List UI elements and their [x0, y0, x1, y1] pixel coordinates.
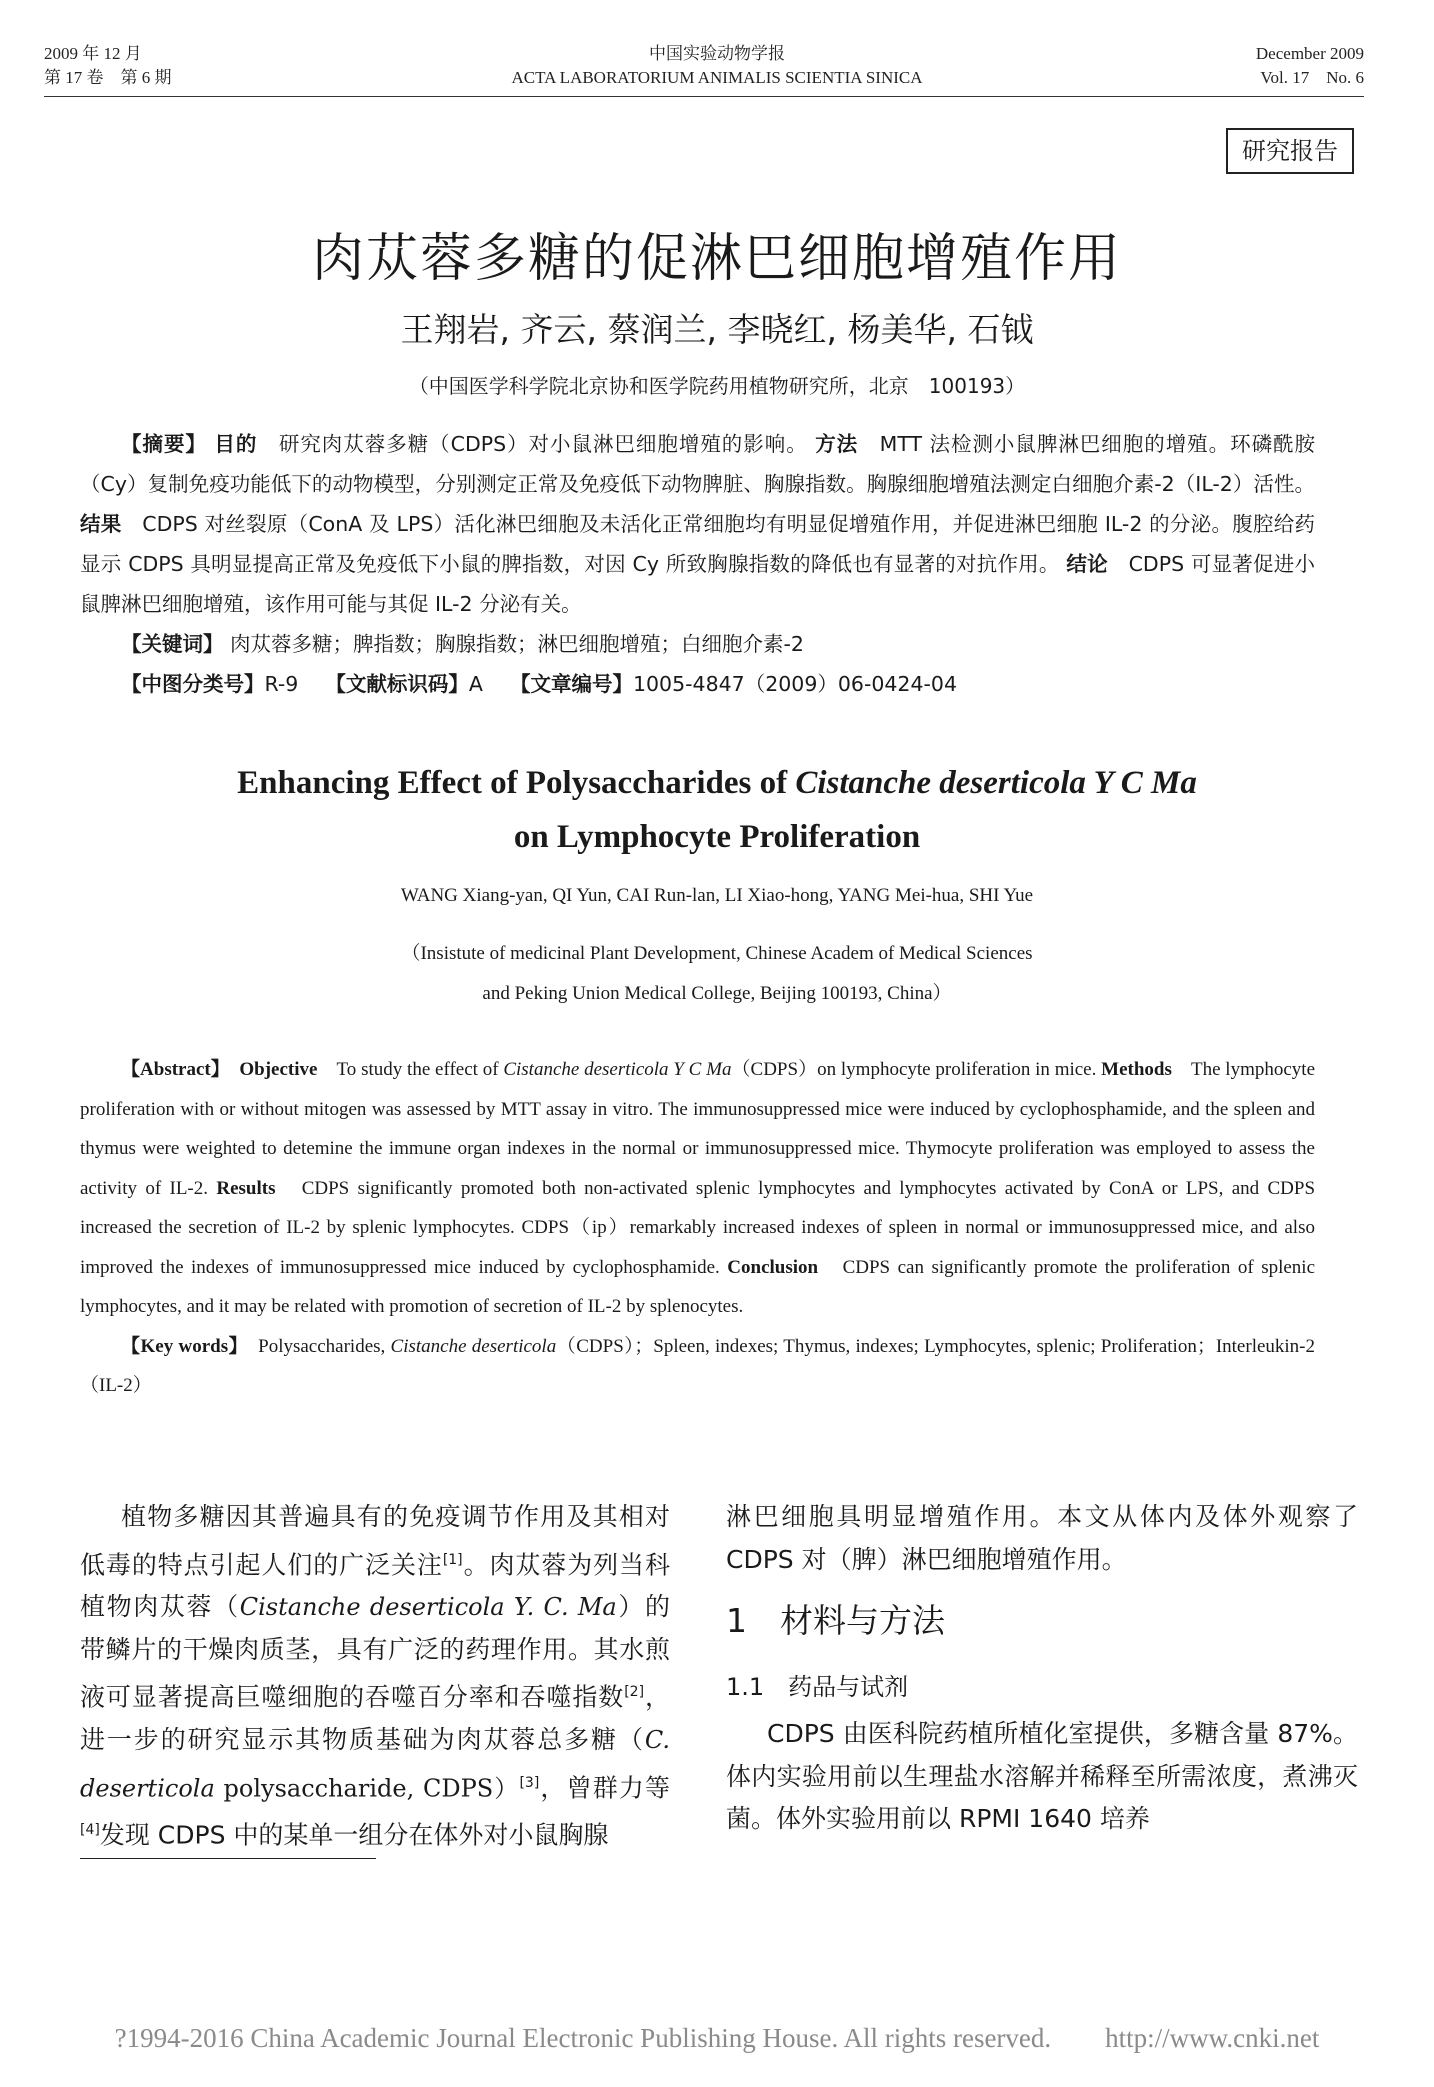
body-column-left	[80, 1496, 670, 1857]
footnote-divider	[80, 1858, 376, 1859]
subsection-heading-1-1: 1.1 药品与试剂	[726, 1673, 909, 1701]
volume-issue-en: Vol. 17 No. 6	[1260, 68, 1364, 87]
affiliation-en	[0, 934, 1434, 1014]
abstract-cn-body	[80, 424, 1315, 624]
authors-cn: 王翔岩, 齐云, 蔡润兰, 李晓红, 杨美华, 石钺	[400, 310, 1034, 349]
issue-date-en: December 2009	[1255, 44, 1364, 63]
results-cn: CDPS 对丝裂原（ConA 及 LPS）活化淋巴细胞及未活化正常细胞均有明显促增殖作用，并促进淋巴细胞 IL-2 的分泌。腹腔给药显示 CDPS 具明显提高正常及免疫低下小鼠的脾指数，对因 Cy 所致胸腺指数的降低也有显著的对抗作用。	[80, 512, 1315, 576]
materials-paragraph: CDPS 由医科院药植所植化室提供，多糖含量 87%。体内实验用前以生理盐水溶解并稀释至所需浓度，煮沸灭菌。体外实验用前以 RPMI 1640 培养	[726, 1719, 1358, 1833]
methods-label-en: Methods	[1101, 1059, 1172, 1080]
abstract-en	[80, 1050, 1315, 1406]
running-header-center	[0, 42, 1434, 90]
methods-cn: MTT 法检测小鼠脾淋巴细胞的增殖。环磷酰胺（Cy）复制免疫功能低下的动物模型，分别测定正常及免疫低下动物脾脏、胸腺指数。胸腺细胞增殖法测定白细胞介素-2（IL-2）活性。	[80, 432, 1316, 496]
keywords-cn-row	[80, 624, 1315, 664]
objective-label-cn: 目的	[214, 432, 258, 456]
doc-code-label: 【文献标识码】	[325, 672, 469, 696]
results-label-cn: 结果	[80, 512, 122, 536]
title-cn: 肉苁蓉多糖的促淋巴细胞增殖作用	[311, 229, 1122, 289]
volume-issue-cn: 第 17 卷 第 6 期	[44, 68, 172, 87]
methods-label-cn: 方法	[815, 432, 859, 456]
intro-text-e: polysaccharide, CDPS）	[214, 1773, 520, 1802]
intro-species: Cistanche deserticola Y. C. Ma	[239, 1593, 617, 1622]
article-type-badge: 研究报告	[1226, 128, 1354, 174]
objective-label-en: Objective	[239, 1059, 318, 1080]
title-en	[0, 756, 1434, 864]
affiliation-cn: （中国医学科学院北京协和医学院药用植物研究所，北京 100193）	[408, 374, 1026, 398]
results-en: CDPS significantly promoted both non-activated splenic lymphocytes and lymphocytes activated by ConA or LPS, and CDPS increased the secretion of IL-2 by splenic lymphocytes. CDPS（ip）remarkably increased indexes of spleen in normal or immunosuppressed mice, and also improved the indexes of immunosuppressed mice induced by cyclophosphamide.	[80, 1177, 1316, 1278]
objective-en-species: Cistanche deserticola Y C Ma	[503, 1059, 732, 1080]
doc-code-value: A	[468, 672, 483, 696]
intro-species-2: C. deserticola	[80, 1726, 670, 1802]
authors-en: WANG Xiang-yan, QI Yun, CAI Run-lan, LI Xiao-hong, YANG Mei-hua, SHI Yue	[400, 885, 1034, 906]
intro-text-g: 发现 CDPS 中的某单一组分在体外对小鼠胸腺	[99, 1820, 609, 1850]
keywords-en-a: Polysaccharides,	[258, 1335, 391, 1357]
abstract-cn-label: 【摘要】	[121, 432, 207, 456]
keywords-en-row	[80, 1327, 1315, 1406]
conclusion-en: CDPS can significantly promote the proliferation of splenic lymphocytes, and it may be related with promotion of secretion of IL-2 by splenocytes.	[80, 1256, 1316, 1317]
objective-en-a: To study the effect of	[336, 1059, 504, 1080]
title-en-species: Cistanche deserticola Y C Ma	[795, 765, 1197, 801]
abstract-en-label: 【Abstract】	[121, 1059, 221, 1080]
ref-2: [2]	[624, 1684, 645, 1701]
copyright-notice: ?1994-2016 China Academic Journal Electronic Publishing House. All rights reserved. http://www.cnki.net	[114, 2023, 1320, 2053]
title-en-line1	[0, 756, 1434, 810]
intro-text-d: ，进一步的研究显示其物质基础为肉苁蓉总多糖（	[80, 1682, 670, 1755]
ref-1: [1]	[442, 1551, 463, 1568]
classification-row	[80, 664, 1315, 704]
intro-text-a: 植物多糖因其普遍具有的免疫调节作用及其相对低毒的特点引起人们的广泛关注	[80, 1502, 670, 1579]
conclusion-label-cn: 结论	[1066, 552, 1108, 576]
journal-name-cn: 中国实验动物学报	[649, 44, 785, 64]
issue-date-cn: 2009 年 12 月	[44, 44, 142, 63]
methods-en: The lymphocyte proliferation with or without mitogen was assessed by MTT assay in vitro. The immunosuppressed mice were induced by cyclophosphamide, and the spleen and thymus were weighted to detemine the immune organ indexes in the normal or immunosuppressed mice. Thymocyte proliferation was employed to assess the activity of IL-2.	[80, 1059, 1316, 1199]
header-divider	[44, 96, 1364, 97]
clc-label: 【中图分类号】	[121, 672, 265, 696]
intro-paragraph	[80, 1496, 670, 1857]
article-id-label: 【文章编号】	[509, 672, 633, 696]
title-en-line2: on Lymphocyte Proliferation	[513, 819, 921, 855]
keywords-en-species: Cistanche deserticola	[390, 1335, 557, 1357]
keywords-label-cn: 【关键词】	[121, 632, 224, 656]
intro-text-f: ，曾群力等	[539, 1772, 670, 1802]
abstract-en-body	[80, 1050, 1315, 1327]
conclusion-cn: CDPS 可显著促进小鼠脾淋巴细胞增殖，该作用可能与其促 IL-2 分泌有关。	[80, 552, 1315, 616]
running-header-right	[1256, 42, 1364, 90]
section-heading-1: 1 材料与方法	[726, 1601, 945, 1640]
intro-continued: 淋巴细胞具明显增殖作用。本文从体内及体外观察了 CDPS 对（脾）淋巴细胞增殖作用。	[726, 1502, 1358, 1574]
keywords-cn: 肉苁蓉多糖；脾指数；胸腺指数；淋巴细胞增殖；白细胞介素-2	[230, 632, 804, 656]
ref-4: [4]	[80, 1822, 100, 1839]
ref-3: [3]	[519, 1774, 540, 1791]
intro-text-b: 。肉苁蓉为列当科植物肉苁蓉（	[80, 1549, 670, 1622]
conclusion-label-en: Conclusion	[727, 1256, 819, 1278]
journal-name-en: ACTA LABORATORIUM ANIMALIS SCIENTIA SINICA	[511, 68, 923, 87]
clc-value: R-9	[264, 672, 299, 696]
intro-text-c: ）的带鳞片的干燥肉质茎，具有广泛的药理作用。其水煎液可显著提高巨噬细胞的吞噬百分率和吞噬指数	[80, 1592, 670, 1712]
objective-en-b: （CDPS）on lymphocyte proliferation in mice.	[731, 1059, 1097, 1080]
keywords-en-b: （CDPS）；Spleen, indexes; Thymus, indexes; Lymphocytes, splenic; Proliferation；Interleukin-2（IL-2）	[80, 1335, 1316, 1396]
affiliation-en-line1: （Insistute of medicinal Plant Development, Chinese Academ of Medical Sciences	[401, 943, 1033, 964]
article-id-value: 1005-4847（2009）06-0424-04	[632, 672, 957, 696]
affiliation-en-line2: and Peking Union Medical College, Beijing 100193, China）	[482, 983, 952, 1004]
title-en-prefix: Enhancing Effect of Polysaccharides of	[237, 765, 796, 801]
objective-cn: 研究肉苁蓉多糖（CDPS）对小鼠淋巴细胞增殖的影响。	[278, 432, 808, 456]
body-column-right	[726, 1496, 1358, 1841]
keywords-label-en: 【Key words】	[121, 1335, 239, 1357]
results-label-en: Results	[216, 1177, 276, 1199]
abstract-cn	[80, 424, 1315, 704]
